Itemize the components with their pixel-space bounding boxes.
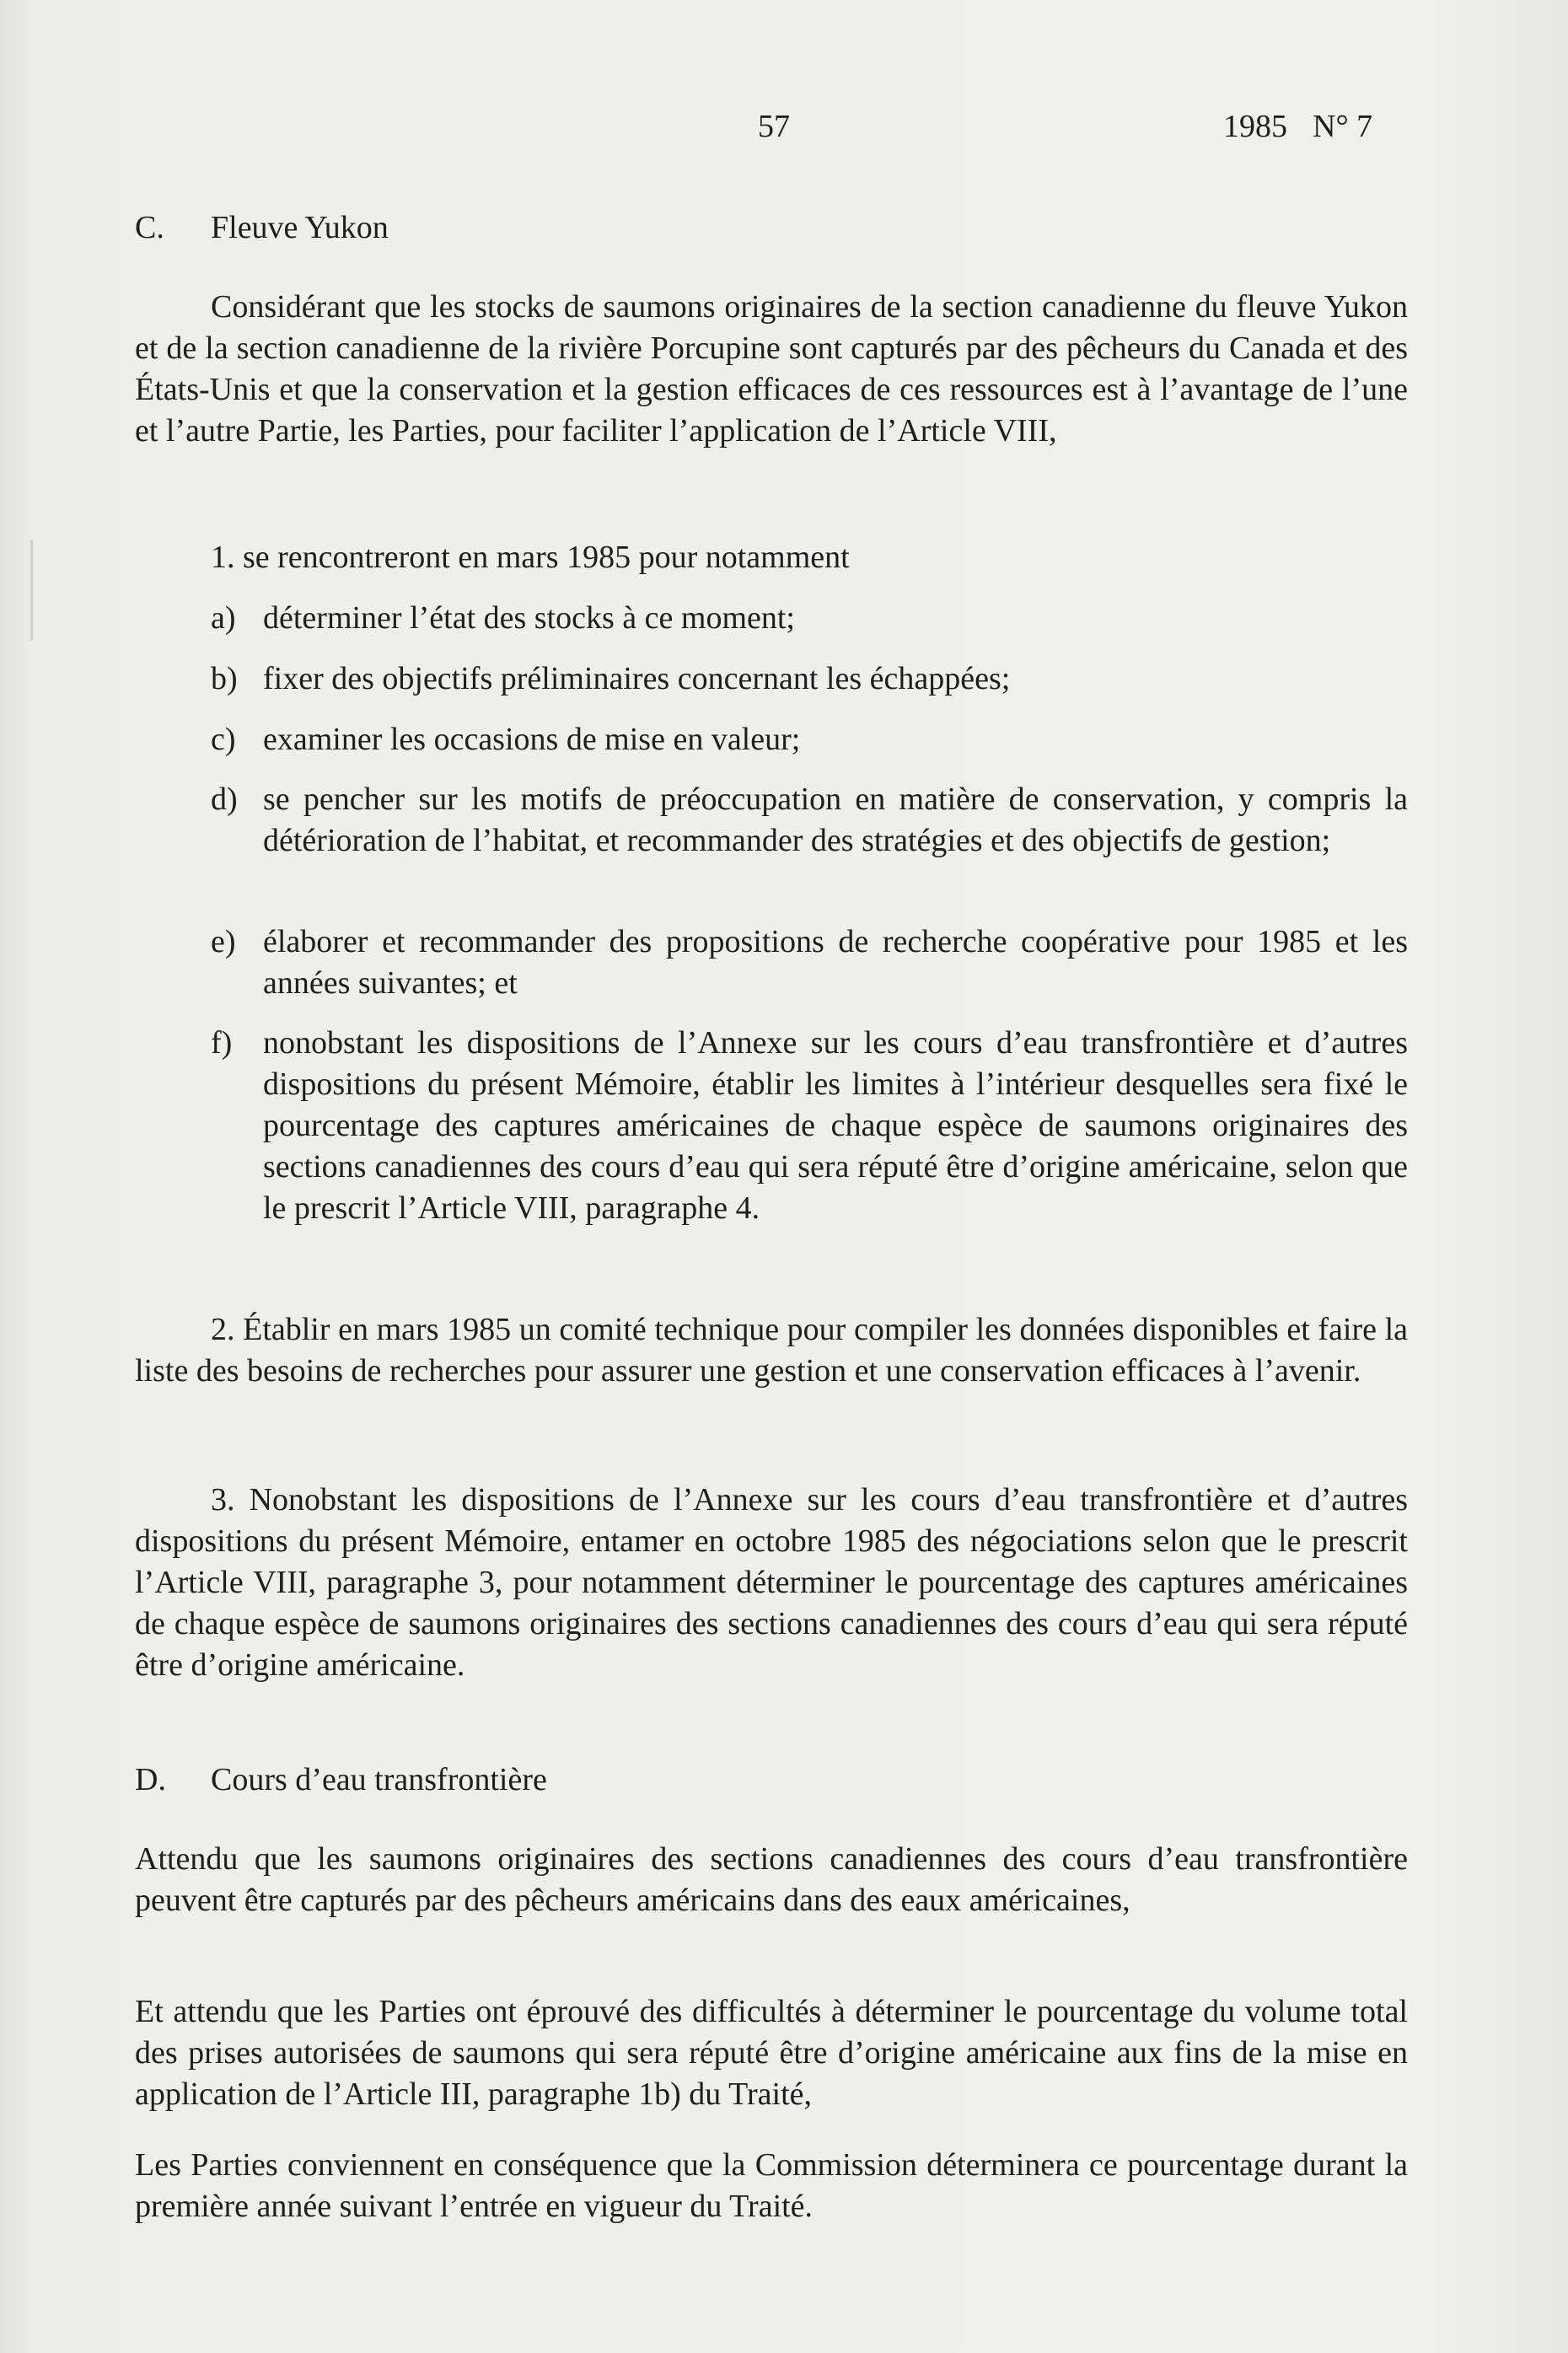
sub-item-label: e) [211, 924, 236, 959]
item-1-intro: 1. se rencontreront en mars 1985 pour notamment [211, 540, 850, 575]
sub-item-text: élaborer et recommander des propositions de recherche coopérative pour 1985 et les années suivantes; et [263, 924, 1408, 1001]
sub-item-f [211, 1023, 1408, 1229]
item-2-paragraph: 2. Établir en mars 1985 un comité technique pour compiler les données disponibles et faire la liste des besoins de recherches pour assurer une gestion et une conservation efficaces à l’avenir. [135, 1312, 1408, 1389]
issue-reference [1223, 108, 1372, 145]
section-c-title: Fleuve Yukon [211, 210, 389, 245]
sub-item-text: fixer des objectifs préliminaires concernant les échappées; [263, 661, 1011, 696]
sub-item-label: f) [211, 1025, 233, 1061]
section-d-letter: D. [135, 1762, 166, 1797]
page-header [0, 108, 1568, 150]
page-number: 57 [758, 109, 790, 144]
sub-item-label: c) [211, 722, 236, 757]
section-d-title: Cours d’eau transfrontière [211, 1762, 547, 1797]
sub-item-label: a) [211, 600, 236, 636]
section-c-preamble: Considérant que les stocks de saumons originaires de la section canadienne du fleuve Yukon et de la section canadienne de la rivière Porcupine sont capturés par des pêcheurs du Canada et des États-Unis et que la conservation et la gestion efficaces de ces ressources est à l’avantage de l’une et l’autre Partie, les Parties, pour faciliter l’application de l’Article VIII, [135, 289, 1408, 449]
sub-item-c [211, 719, 1408, 760]
sub-item-label: b) [211, 661, 238, 696]
sub-item-d [211, 779, 1408, 862]
sub-item-e [211, 921, 1408, 1004]
sub-item-label: d) [211, 782, 238, 817]
item-3-paragraph: 3. Nonobstant les dispositions de l’Annexe sur les cours d’eau transfrontière et d’autres dispositions du présent Mémoire, entamer en octobre 1985 des négociations selon que le prescrit l’Article VIII, paragraphe 3, pour notamment déterminer le pourcentage des captures américaines de chaque espèce de saumons originaires des sections canadiennes des cours d’eau qui sera réputé être d’origine américaine. [135, 1482, 1408, 1683]
section-d-heading [135, 1759, 547, 1801]
sub-item-text: nonobstant les dispositions de l’Annexe sur les cours d’eau transfrontière et d’autres dispositions du présent Mémoire, établir les limites à l’intérieur desquelles sera fixé le pourcentage des captures américaines de chaque espèce de saumons originaires des sections canadiennes des cours d’eau qui sera réputé être d’origine américaine, selon que le prescrit l’Article VIII, paragraphe 4. [263, 1025, 1408, 1226]
sub-item-a [211, 598, 1408, 639]
section-d-paragraph-2: Et attendu que les Parties ont éprouvé des difficultés à déterminer le pourcentage du volume total des prises autorisées de saumons qui sera réputé être d’origine américaine aux fins de la mise en application de l’Article III, paragraphe 1b) du Traité, [135, 1994, 1408, 2112]
section-d-paragraph-1: Attendu que les saumons originaires des sections canadiennes des cours d’eau transfrontière peuvent être capturés par des pêcheurs américains dans des eaux américaines, [135, 1841, 1408, 1918]
sub-item-text: se pencher sur les motifs de préoccupation en matière de conservation, y compris la détérioration de l’habitat, et recommander des stratégies et des objectifs de gestion; [263, 782, 1408, 858]
sub-item-b [211, 658, 1408, 700]
issue-year: 1985 [1223, 109, 1287, 144]
section-c-letter: C. [135, 210, 164, 245]
section-d-paragraph-3: Les Parties conviennent en conséquence que la Commission déterminera ce pourcentage durant la première année suivant l’entrée en vigueur du Traité. [135, 2147, 1408, 2224]
sub-item-text: déterminer l’état des stocks à ce moment; [263, 600, 795, 636]
sub-item-text: examiner les occasions de mise en valeur; [263, 722, 801, 757]
binding-shadow [30, 540, 33, 641]
section-c-heading [135, 207, 389, 249]
issue-number: N° 7 [1313, 109, 1373, 144]
